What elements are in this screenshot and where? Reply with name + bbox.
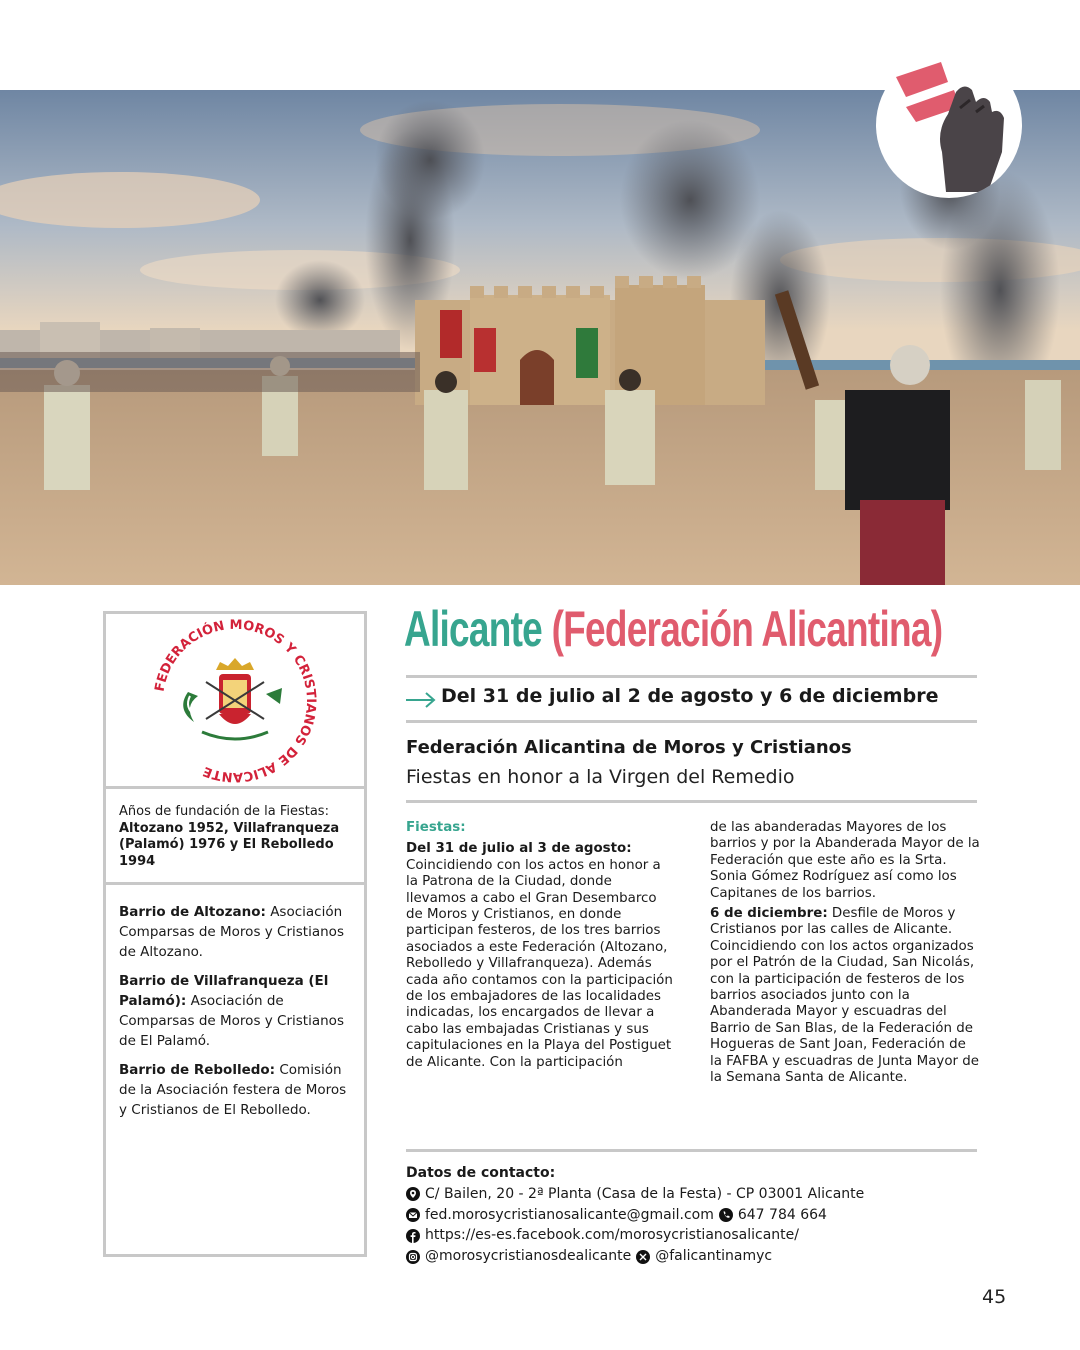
barrio-text: Asociación de Comparsas de Moros y Cristianos de El Palamó. [119, 993, 344, 1049]
info-sidebar [103, 611, 367, 1257]
fiestas-column-1 [406, 820, 676, 1071]
fiestas-text: Desfile de Moros y Cristianos por las calles de Alicante. Coincidiendo con los actos organizados por el Patrón de la Ciudad, San Nicolás, con la participación de festeros de los barrios asociados junto con la Abanderada Mayor y escuadras del Barrio de San Blas, de la Federación de Hogueras de Sant Joan, Federación de la FAFBA y escuadras de Junta Mayor de la Semana Santa de Alicante. [710, 906, 980, 1086]
title-federation: (Federación Alicantina) [551, 601, 943, 657]
festival-dates: Del 31 de julio al 2 de agosto y 6 de diciembre [441, 685, 939, 707]
fiestas-date-label: 6 de diciembre: [710, 906, 828, 922]
barrio-text: Asociación Comparsas de Moros y Cristianos de Altozano. [119, 904, 344, 960]
title-city: Alicante [404, 601, 543, 657]
fist-emblem-icon [876, 52, 1022, 198]
barrio-rebolledo [119, 1060, 357, 1120]
phone-icon [719, 1208, 733, 1222]
barrio-label: Barrio de Villafranqueza (El Palamó): [119, 973, 329, 1009]
fiestas-column-2 [710, 820, 982, 1087]
dates-rule [406, 720, 977, 723]
contact-block [406, 1163, 1006, 1267]
federation-name: Federación Alicantina de Moros y Cristianos [406, 737, 852, 758]
facebook-link[interactable]: https://es-es.facebook.com/morosycristianosalicante/ [425, 1227, 799, 1244]
contact-address [406, 1184, 1006, 1205]
barrio-villafranqueza [119, 971, 357, 1051]
subtitle-rule [406, 800, 977, 803]
barrio-text: Comisión de la Asociación festera de Moros y Cristianos de El Rebolledo. [119, 1062, 347, 1118]
page-number: 45 [982, 1286, 1007, 1308]
fiestas-heading: Fiestas: [406, 820, 466, 835]
facebook-icon [406, 1229, 420, 1243]
phone-number[interactable]: 647 784 664 [737, 1206, 827, 1223]
federation-logo [106, 614, 364, 789]
arrow-right-icon [404, 690, 438, 710]
fiestas-date-label: Del 31 de julio al 3 de agosto: [406, 841, 632, 857]
founding-prefix: Años de fundación de la Fiestas: [119, 804, 329, 819]
contact-email-phone [406, 1205, 1006, 1226]
federation-subtitle: Fiestas en honor a la Virgen del Remedio [406, 766, 795, 788]
contact-facebook [406, 1225, 1006, 1246]
founding-years-detail: Altozano 1952, Villafranqueza (Palamó) 1976 y El Rebolledo 1994 [119, 820, 340, 869]
sidebar-divider [106, 882, 364, 885]
barrio-label: Barrio de Altozano: [119, 904, 266, 920]
fiestas-paragraph-1-cont: de las abanderadas Mayores de los barrios y por la Abanderada Mayor de la Federación que este año es la Srta. Sonia Gómez Rodríguez así como los Capitanes de los barrios. [710, 820, 980, 901]
address-text: C/ Bailen, 20 - 2ª Planta (Casa de la Festa) - CP 03001 Alicante [425, 1185, 865, 1202]
location-icon [406, 1187, 420, 1201]
title-rule [406, 675, 977, 678]
barrio-altozano [119, 902, 357, 962]
email-icon [406, 1208, 420, 1222]
founding-years [119, 804, 355, 870]
x-handle[interactable]: @falicantinamyc [655, 1248, 773, 1265]
fiestas-text: Coincidiendo con los actos en honor a la Patrona de la Ciudad, donde llevamos a cabo el Gran Desembarco de Moros y Cristianos, en donde participan festeros, de los tres barrios asociados a este Federación (Altozano, Rebolledo y Villafranqueza). Además cada año contamos con la participación de los embajadores de las localidades indicadas, los encargados de llevar a cabo las embajadas Cristianas y sus capitulaciones en la Playa del Postiguet de Alicante. Con la participación [406, 857, 673, 1070]
fiestas-paragraph-1 [406, 841, 676, 1071]
fiestas-paragraph-2 [710, 906, 982, 1086]
federation-logo-image [106, 614, 364, 786]
page-title [404, 600, 943, 672]
x-icon [636, 1250, 650, 1264]
contact-rule [406, 1149, 977, 1152]
dates-row [404, 684, 984, 714]
contact-social [406, 1246, 1006, 1267]
contact-heading: Datos de contacto: [406, 1165, 556, 1181]
instagram-handle[interactable]: @morosycristianosdealicante [425, 1248, 632, 1265]
instagram-icon [406, 1250, 420, 1264]
svg-text:FEDERACIÓN MOROS Y CRISTIANOS: FEDERACIÓN MOROS Y CRISTIANOS DE ALICANTE [152, 617, 319, 785]
barrios-list [119, 902, 357, 1129]
email-link[interactable]: fed.morosycristianosalicante@gmail.com [425, 1206, 714, 1223]
barrio-label: Barrio de Rebolledo: [119, 1062, 276, 1078]
